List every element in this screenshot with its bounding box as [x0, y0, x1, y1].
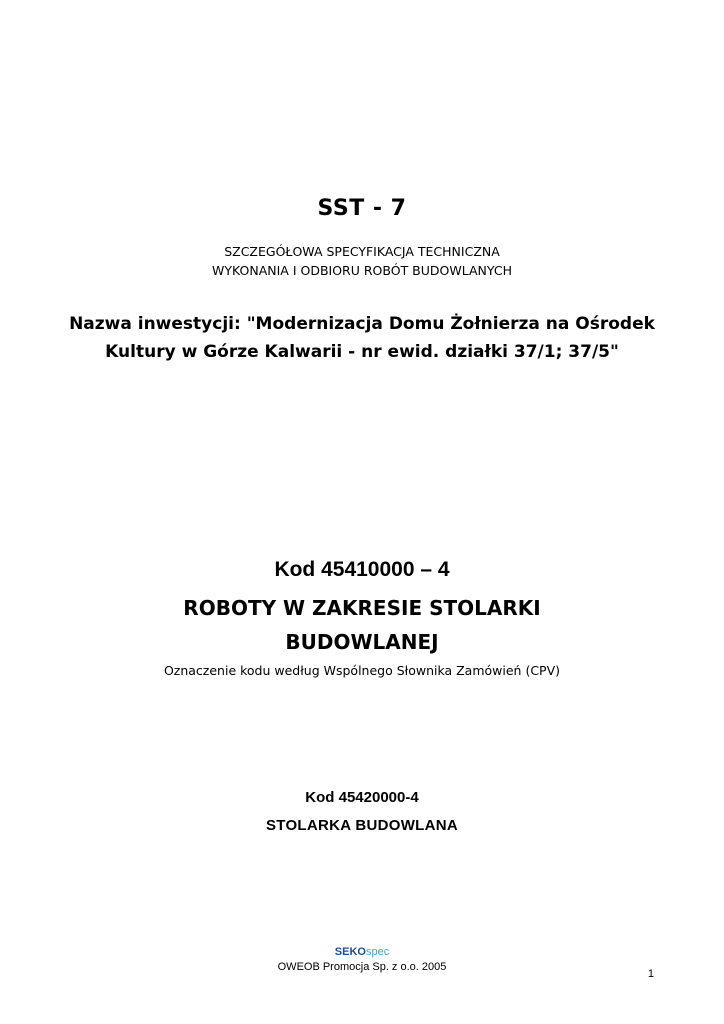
- cpv-note: Oznaczenie kodu według Wspólnego Słownika Zamówień (CPV): [163, 663, 561, 678]
- spec-title-line-1: SZCZEGÓŁOWA SPECYFIKACJA TECHNICZNA: [224, 244, 500, 259]
- page-number: 1: [647, 968, 654, 980]
- sub-heading: STOLARKA BUDOWLANA: [265, 817, 459, 834]
- sekospec-logo: [0, 946, 724, 958]
- logo-part-spec: spec: [365, 946, 390, 958]
- footer-company: OWEOB Promocja Sp. z o.o. 2005: [277, 961, 447, 973]
- main-cpv-code: Kod 45410000 – 4: [274, 558, 450, 581]
- logo-part-seko: SEKO: [334, 946, 366, 958]
- document-title: SST - 7: [317, 196, 407, 221]
- spec-title-line-2: WYKONANIA I ODBIORU ROBÓT BUDOWLANYCH: [212, 263, 512, 278]
- main-heading: ROBOTY W ZAKRESIE STOLARKI BUDOWLANEJ: [183, 596, 541, 654]
- sub-cpv-code: Kod 45420000-4: [305, 789, 419, 806]
- investment-name: Nazwa inwestycji: "Modernizacja Domu Żołnierza na Ośrodek Kultury w Górze Kalwarii - nr ewid. działki 37/1; 37/5": [69, 314, 655, 362]
